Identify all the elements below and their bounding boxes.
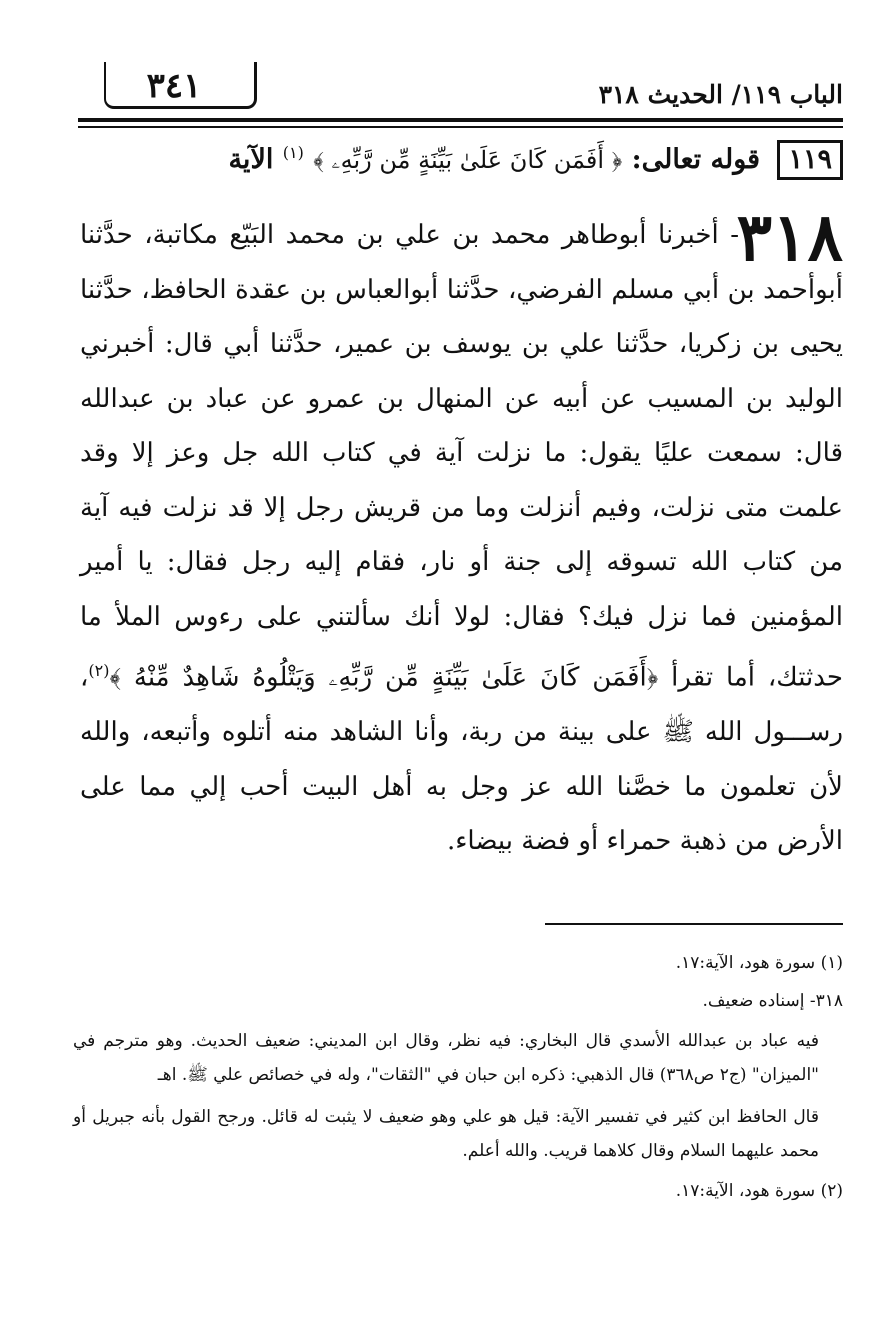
- hadith-text-line-1: - أخبرنا أبوطاهر محمد بن علي بن محمد البَيّع مكاتبة، حدَّثنا: [80, 220, 739, 250]
- hadith-text-end: ، رســـول الله ﷺ على بينة من ربة، وأنا الشاهد منه أتلوه وأتبعه، والله لأن تعلمون ما خصَّنا الله عز وجل به أهل البيت أحب إلي مما على الأرض من ذهبة حمراء أو فضة بيضاء.: [80, 662, 843, 857]
- footnotes: [73, 948, 843, 1214]
- page-number-box: [104, 62, 257, 109]
- footnote-tafsir-note: قال الحافظ ابن كثير في تفسير الآية: قيل هو علي وهو ضعيف لا يثبت له قائل. ورجح القول بأنه جبريل أو محمد عليهما السلام وقال كلاهما قريب. والله أعلم.: [73, 1107, 819, 1161]
- header-rule-thin: [78, 126, 843, 128]
- hadith-text: [80, 208, 843, 869]
- chapter-suffix: الآية: [228, 144, 274, 175]
- page-number: ٣٤١: [146, 66, 202, 106]
- hadith-grade: ٣١٨- إسناده ضعيف.: [702, 991, 843, 1011]
- hadith-quran-verse: ﴿أَفَمَن كَانَ عَلَىٰ بَيِّنَةٍ مِّن رَّبِّهِۦ وَيَتْلُوهُ شَاهِدٌ مِّنْهُ ﴾: [109, 662, 659, 693]
- chapter-number: ١١٩: [777, 140, 843, 180]
- footnote-marker-2: (٢): [88, 661, 110, 680]
- chapter-intro: قوله تعالى:: [631, 144, 761, 175]
- hadith-number: ٣١٨: [736, 198, 843, 276]
- hadith-text-body: أبوأحمد بن أبي مسلم الفرضي، حدَّثنا أبوالعباس بن عقدة الحافظ، حدَّثنا يحيى بن زكريا، حدَّثنا علي بن يوسف بن عمير، حدَّثنا أبي قال: أخبرني الوليد بن المسيب عن أبيه عن المنهال بن عمرو عن عباد بن عبدالله قال: سمعت عليًا يقول: ما نزلت آية في كتاب الله جل وعز إلا وقد علمت متى نزلت، وفيم أنزلت وما من قريش رجل إلا قد نزلت فيه آية من كتاب الله تسوقه إلى جنة أو نار، فقام إليه رجل فقال: يا أمير المؤمنين فما نزل فيك؟ فقال: لولا أنك سألتني على رءوس الملأ ما حدثتك، أما تقرأ: [80, 274, 844, 693]
- footnote-marker-1: (١): [282, 143, 304, 162]
- footnote-separator: [545, 923, 843, 925]
- running-header: [78, 62, 843, 118]
- running-title: الباب ١١٩/ الحديث ٣١٨: [598, 80, 843, 109]
- footnote-2: (٢) سورة هود، الآية:١٧.: [675, 1181, 843, 1201]
- header-rule-thick: [78, 118, 843, 122]
- footnote-1: (١) سورة هود، الآية:١٧.: [675, 953, 843, 973]
- footnote-narrator-note: فيه عباد بن عبدالله الأسدي قال البخاري: فيه نظر، وقال ابن المديني: ضعيف الحديث. وهو مترجم في "الميزان" (ج٢ ص٣٦٨) قال الذهبي: ذكره ابن حبان في "الثقات"، وله في خصائص علي ﷺ. اهـ: [73, 1031, 819, 1085]
- chapter-quran-verse: ﴿ أَفَمَن كَانَ عَلَىٰ بَيِّنَةٍ مِّن رَّبِّهِۦ ﴾: [313, 146, 623, 174]
- chapter-heading: [78, 140, 843, 184]
